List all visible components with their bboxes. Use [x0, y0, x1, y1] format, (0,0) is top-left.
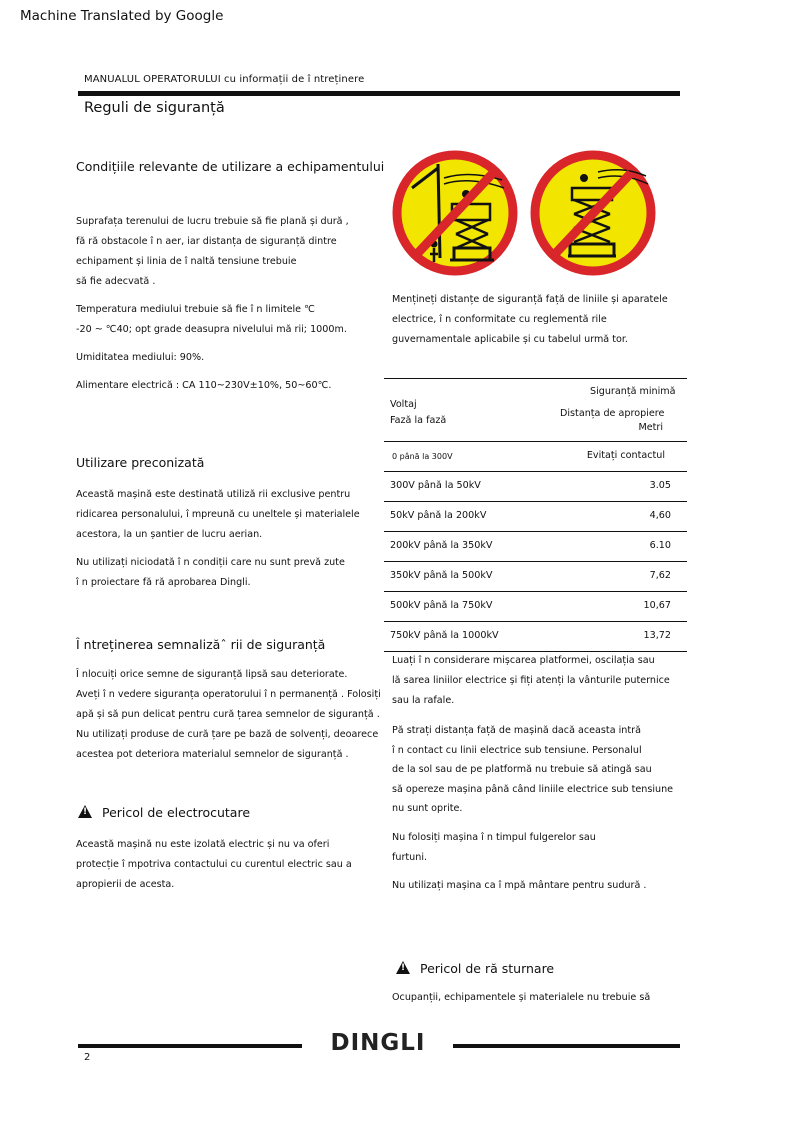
page-number: 2 — [84, 1052, 91, 1063]
table-header — [384, 379, 687, 442]
intended-use-paragraph-1: Această mașină este destinată utiliză rii exclusive pentru ridicarea personalului, î mpreună cu uneltele și materialele acestora, la un șantier de lucru aerian. — [76, 489, 360, 540]
clearance-intro: Mențineți distanțe de siguranță față de liniile și aparatele electrice, î n conformitate cu reglementă rile guvernamentale aplicabile și cu tabelul urmă tor. — [392, 294, 668, 345]
col-voltage-label: Voltaj — [390, 399, 417, 410]
lightning-paragraph: Nu folosiți mașina î n timpul fulgerelor sau furtuni. — [392, 832, 596, 863]
tipover-paragraph: Ocupanții, echipamentele și materialele nu trebuie să — [392, 992, 651, 1003]
footer-rule-right — [453, 1044, 680, 1048]
table-row: 0 până la 300V Evitați contactul — [384, 442, 687, 472]
conditions-paragraph-1: Suprafața terenului de lucru trebuie să fie plană și dură , fă ră obstacole î n aer, iar distanța de siguranță dintre echipament și linia de î naltă tensiune trebuie să fie adecvată . — [76, 216, 349, 287]
col-approach-label: Distanța de apropiere — [560, 408, 665, 419]
conditions-humidity: Umiditatea mediului: 90%. — [76, 352, 205, 363]
electrocution-heading: !Pericol de electrocutare — [78, 805, 250, 820]
table-row: 350kV până la 500kV 7,62 — [384, 562, 687, 592]
footer-rule-left — [78, 1044, 302, 1048]
conditions-paragraph-2: Temperatura mediului trebuie să fie î n limitele ℃ -20 ~ ℃40; opt grade deasupra nivelului mă rii; 1000m. — [76, 304, 347, 335]
header-rule — [78, 91, 680, 96]
page-title: Reguli de siguranță — [84, 100, 225, 116]
tipover-heading: !Pericol de ră sturnare — [396, 961, 554, 976]
col-meters-label: Metri — [638, 422, 663, 433]
no-power-line-sign-icon — [390, 148, 520, 278]
table-row: 500kV până la 750kV 10,67 — [384, 592, 687, 622]
col-phase-label: Fază la fază — [390, 415, 447, 426]
clearance-table — [384, 378, 687, 652]
signs-heading: Î ntreținerea semnalizăˆ rii de siguranță — [76, 637, 326, 652]
table-row: 750kV până la 1000kV 13,72 — [384, 622, 687, 652]
warning-triangle-icon — [396, 961, 410, 974]
conditions-power: Alimentare electrică : CA 110~230V±10%, 50~60℃. — [76, 380, 332, 391]
electrocution-paragraph: Această mașină nu este izolată electric și nu va oferi protecție î mpotriva contactului cu curentul electric sau a apropierii de acesta. — [76, 839, 352, 890]
welding-ground-paragraph: Nu utilizați mașina ca î mpă mântare pentru sudură . — [392, 880, 647, 891]
machine-translated-label: Machine Translated by Google — [20, 8, 224, 24]
warning-triangle-icon — [78, 805, 92, 818]
table-row: 50kV până la 200kV 4,60 — [384, 502, 687, 532]
keep-distance-paragraph: Pă strați distanța față de mașină dacă aceasta intră î n contact cu linii electrice sub tensiune. Personalul de la sol sau de pe platformă nu trebuie să atingă sau să opereze mașina până când liniile electrice sub tensiune nu sunt oprite. — [392, 725, 674, 814]
brand-logo: DINGLI — [330, 1030, 426, 1056]
platform-motion-paragraph: Luați î n considerare mișcarea platformei, oscilația sau lă sarea liniilor electrice și fiți atenți la vânturile puternice sau la rafale. — [392, 655, 670, 706]
no-overhead-wire-sign-icon — [528, 148, 658, 278]
table-row: 200kV până la 350kV 6.10 — [384, 532, 687, 562]
intended-use-heading: Utilizare preconizată — [76, 455, 205, 470]
conditions-heading: Condițiile relevante de utilizare a echipamentului — [76, 159, 385, 174]
intended-use-paragraph-2: Nu utilizați niciodată î n condiții care nu sunt prevă zute î n proiectare fă ră aprobarea Dingli. — [76, 557, 345, 588]
col-min-safety-label: Siguranță minimă — [590, 386, 676, 397]
signs-paragraph: Î nlocuiți orice semne de siguranță lipsă sau deteriorate. Aveți î n vedere siguranța operatorului î n permanență . Folosiți apă și să pun delicat pentru cură țarea semnelor de siguranță . Nu utilizați produse de cură țare pe bază de solvenți, deoarece acestea pot deteriora materialul semnelor de siguranță . — [76, 669, 381, 760]
table-row: 300V până la 50kV 3.05 — [384, 472, 687, 502]
manual-header: MANUALUL OPERATORULUI cu informații de î ntreținere — [84, 74, 365, 85]
